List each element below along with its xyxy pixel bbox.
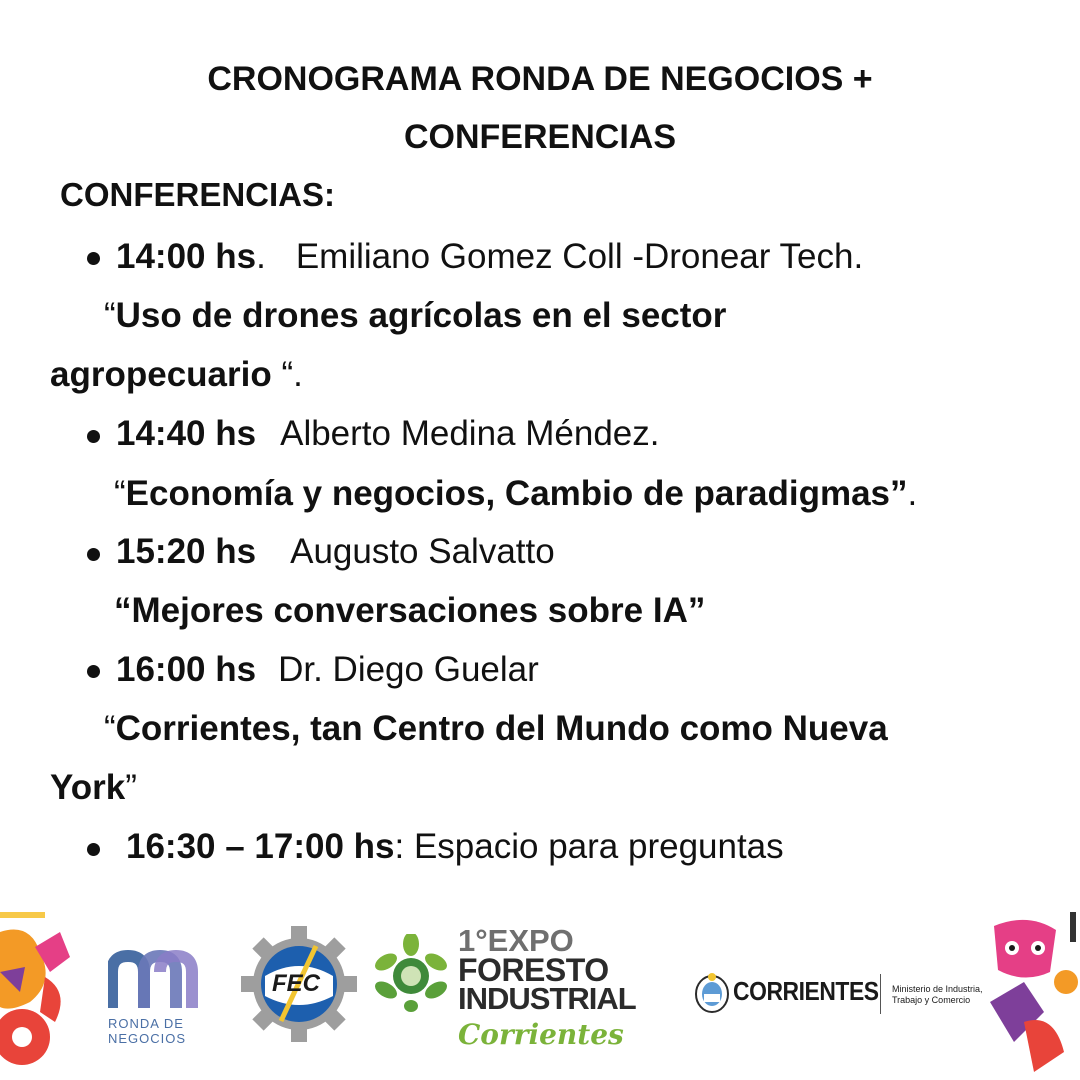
open-quote: “: [104, 296, 116, 335]
item-time-suffix: .: [256, 237, 266, 276]
footer-logos: [0, 912, 1080, 1080]
bullet-icon: [87, 548, 100, 561]
item-speaker: Emiliano Gomez Coll -Dronear Tech.: [295, 237, 864, 276]
item-time: 16:30 – 17:00 hs: [126, 827, 395, 866]
talk-title-line-1: Uso de drones agrícolas en el sector: [115, 296, 727, 335]
talk-title: “Mejores conversaciones sobre IA”: [114, 591, 706, 630]
page-title-line-2: CONFERENCIAS: [403, 118, 677, 156]
page-title-line-1: CRONOGRAMA RONDA DE NEGOCIOS +: [207, 60, 873, 98]
item-speaker: Dr. Diego Guelar: [278, 650, 539, 689]
expo-leaf-emblem-icon: [372, 934, 450, 1012]
close-quote: “.: [271, 355, 303, 394]
expo-logo-title: 1°EXPO: [458, 923, 574, 958]
open-quote: “: [114, 474, 126, 513]
ministry-text: Ministerio de Industria, Trabajo y Comercio: [892, 984, 983, 1005]
item-time: 14:00 hs: [116, 237, 257, 276]
item-speaker: Alberto Medina Méndez.: [280, 414, 660, 453]
bullet-icon: [87, 430, 100, 443]
item-time: 15:20 hs: [116, 532, 257, 571]
item-talk: [104, 709, 888, 749]
talk-title-line-2: York: [50, 768, 126, 807]
ronda-de-negocios-icon: [108, 950, 200, 1010]
ronda-logo-text: RONDA DE NEGOCIOS: [108, 1016, 187, 1046]
list-item: [116, 650, 539, 690]
decorative-illustration-right: [984, 912, 1080, 1080]
bullet-icon: [87, 252, 100, 265]
talk-title-line-2: agropecuario: [50, 355, 272, 394]
item-time: 16:00 hs: [116, 650, 257, 689]
item-talk-continued: [50, 355, 303, 395]
talk-title-line-1: Corrientes, tan Centro del Mundo como Nueva: [115, 709, 888, 748]
item-talk-continued: [50, 768, 137, 808]
list-item: [116, 414, 659, 454]
corrientes-logo-text: CORRIENTES: [733, 976, 879, 1006]
talk-title: Economía y negocios, Cambio de paradigmas”: [125, 474, 908, 513]
decorative-illustration-left: [0, 912, 80, 1080]
open-quote: “: [104, 709, 116, 748]
section-heading: CONFERENCIAS:: [60, 176, 336, 213]
item-talk: [114, 474, 917, 514]
item-talk: [104, 296, 726, 336]
close-quote: ”: [125, 768, 137, 807]
list-item: [116, 237, 863, 277]
expo-logo-line-4: Corrientes: [458, 1018, 624, 1051]
logo-divider: [880, 974, 881, 1014]
item-speaker: : Espacio para preguntas: [394, 827, 784, 866]
expo-logo-line-2: FORESTO: [458, 952, 609, 988]
list-item: [116, 532, 555, 572]
bullet-icon: [87, 665, 100, 678]
item-speaker: Augusto Salvatto: [290, 532, 555, 571]
expo-logo-line-3: INDUSTRIAL: [458, 981, 636, 1016]
fec-logo-text: FEC: [272, 970, 320, 997]
corrientes-shield-icon: [694, 972, 730, 1014]
item-time: 14:40 hs: [116, 414, 257, 453]
close-punct: .: [907, 474, 918, 513]
bullet-icon: [87, 843, 100, 856]
list-item: [126, 827, 784, 867]
